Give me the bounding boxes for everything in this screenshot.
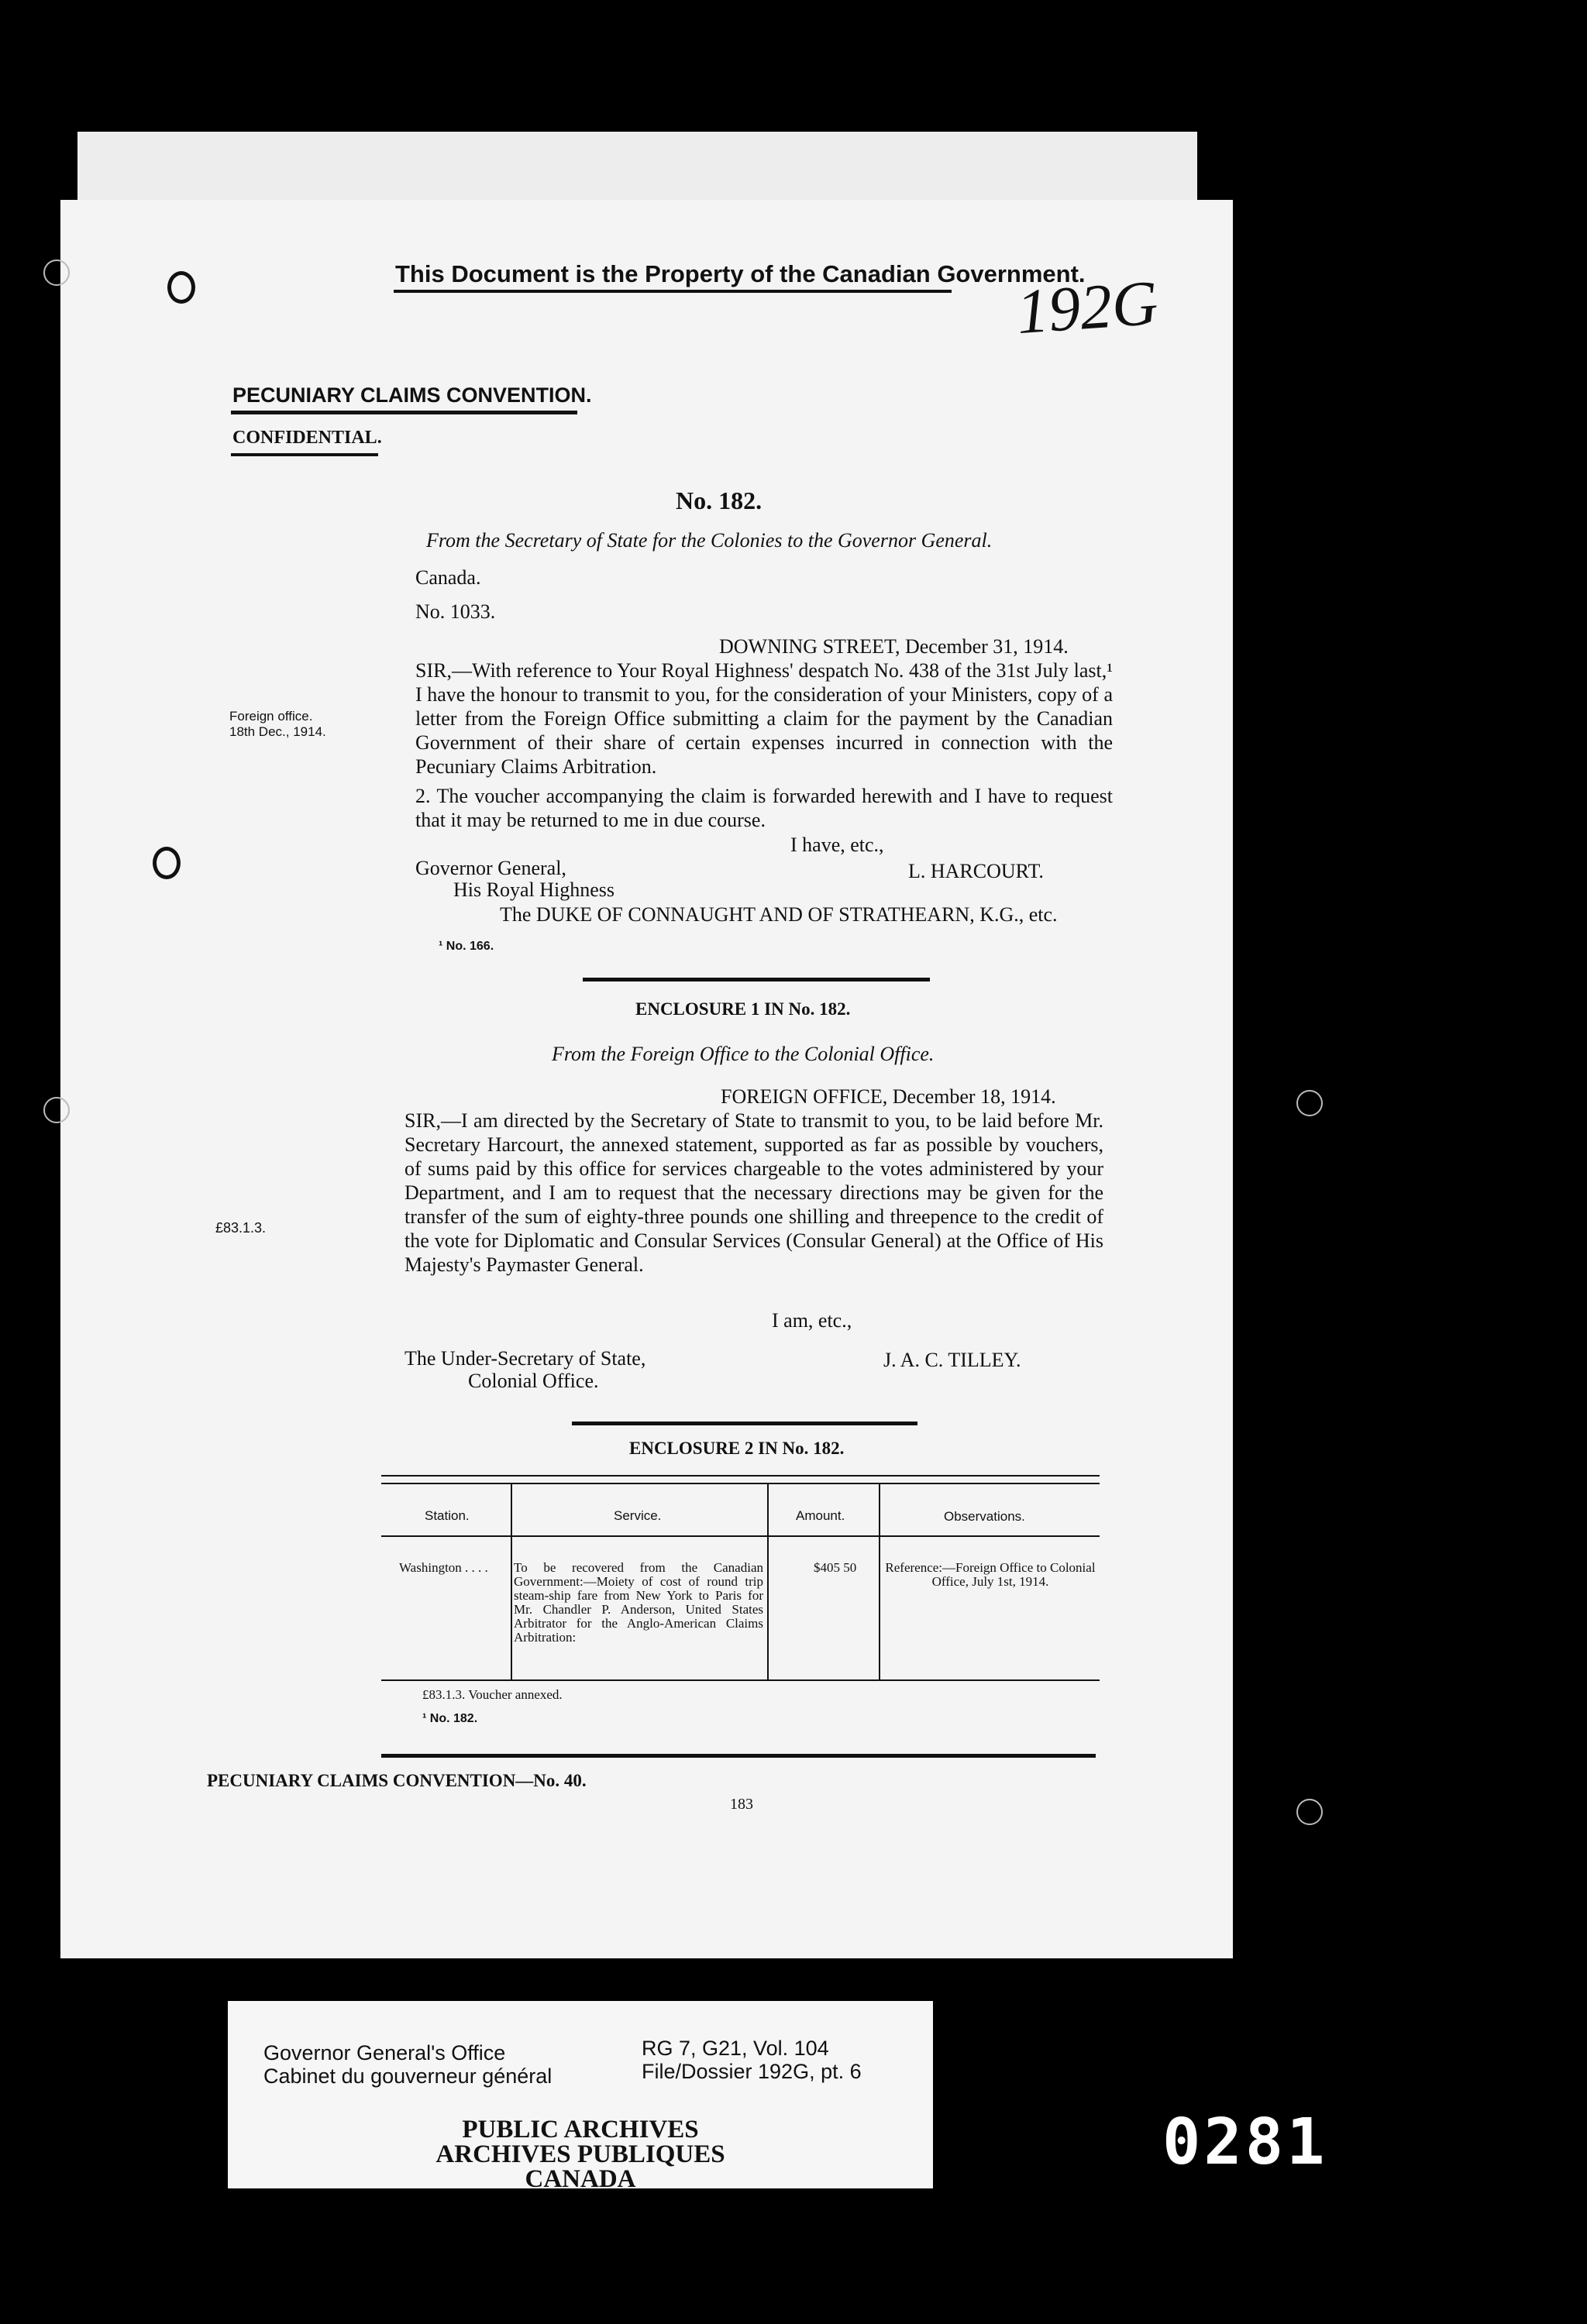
footnote: ¹ No. 166. bbox=[439, 940, 494, 953]
column-header-observations: Observations. bbox=[944, 1509, 1025, 1524]
despatch-reference-number: No. 1033. bbox=[415, 600, 496, 623]
label-office-en: Governor General's Office bbox=[263, 2041, 506, 2064]
enclosure-2-title: ENCLOSURE 2 IN No. 182. bbox=[629, 1439, 845, 1458]
label-office-block bbox=[263, 2041, 552, 2088]
label-reference-block bbox=[642, 2037, 862, 2083]
section-divider bbox=[572, 1422, 917, 1425]
addressee-line: Colonial Office. bbox=[468, 1370, 599, 1392]
column-header-station: Station. bbox=[425, 1508, 470, 1523]
document-page bbox=[60, 200, 1233, 1958]
addressee-line: The Under-Secretary of State, bbox=[404, 1347, 646, 1370]
despatch-paragraph-1: SIR,—With reference to Your Royal Highness' despatch No. 438 of the 31st July last,¹ I have the honour to transmit to you, for the consideration of your Ministers, copy of a letter from the Foreign Office submitting a claim for the payment by the Canadian Government of their share of certain expenses incurred in connection with the Pecuniary Claims Arbitration. bbox=[415, 659, 1113, 778]
microfilm-frame-number: 0281 bbox=[1162, 2106, 1328, 2179]
despatch-number: No. 182. bbox=[676, 486, 763, 514]
margin-note-line: Foreign office. bbox=[229, 709, 313, 724]
punch-hole bbox=[43, 1097, 70, 1123]
column-header-service: Service. bbox=[614, 1508, 662, 1523]
table-note: £83.1.3. Voucher annexed. bbox=[422, 1687, 563, 1702]
section-divider bbox=[583, 978, 930, 982]
label-office-fr: Cabinet du gouverneur général bbox=[263, 2064, 553, 2088]
despatch-closing: I have, etc., bbox=[790, 834, 884, 856]
property-notice: This Document is the Property of the Canadian Government. bbox=[395, 260, 1086, 287]
binder-hole bbox=[167, 271, 195, 304]
label-reference: RG 7, G21, Vol. 104 bbox=[642, 2037, 829, 2060]
punch-hole bbox=[1296, 1799, 1323, 1825]
section-divider bbox=[381, 1754, 1096, 1758]
label-archives-name bbox=[228, 2117, 933, 2192]
table-rule bbox=[381, 1483, 1100, 1484]
table-rule bbox=[381, 1535, 1100, 1537]
footnote: ¹ No. 182. bbox=[422, 1712, 478, 1725]
despatch-paragraph-2: 2. The voucher accompanying the claim is forwarded herewith and I have to request that it may be returned to me in due course. bbox=[415, 785, 1113, 831]
despatch-from-line: From the Secretary of State for the Colonies to the Governor General. bbox=[426, 529, 993, 552]
enclosure-1-paragraph: SIR,—I am directed by the Secretary of State to transmit to you, to be laid before Mr. Secretary Harcourt, the annexed statement, supported as far as possible by vouchers, of sums paid by this office for services chargeable to the votes administered by your Department, and I am to request that the necessary directions may be given for the transfer of the sum of eighty-three pounds one shilling and threepence to the credit of the vote for Diplomatic and Consular Services (Consular General) at the Office of His Majesty's Paymaster General. bbox=[404, 1109, 1103, 1276]
page-number: 183 bbox=[730, 1796, 753, 1813]
addressee-line: The DUKE OF CONNAUGHT AND OF STRATHEARN, K.G., etc. bbox=[500, 903, 1058, 926]
label-public-archives: PUBLIC ARCHIVES bbox=[462, 2116, 699, 2144]
addressee-line: His Royal Highness bbox=[453, 878, 614, 901]
table-column-divider bbox=[879, 1483, 880, 1681]
table-cell-station: Washington . . . . bbox=[399, 1560, 488, 1575]
margin-note-line: 18th Dec., 1914. bbox=[229, 724, 326, 739]
property-notice-underline bbox=[394, 290, 952, 293]
margin-note bbox=[229, 709, 326, 740]
signature: J. A. C. TILLEY. bbox=[883, 1349, 1021, 1371]
column-header-amount: Amount. bbox=[796, 1508, 845, 1523]
table-cell-observations: Reference:—Foreign Office to Colonial Office, July 1st, 1914. bbox=[885, 1560, 1096, 1589]
table-rule bbox=[381, 1475, 1100, 1477]
despatch-dateline: DOWNING STREET, December 31, 1914. bbox=[719, 635, 1069, 658]
table-column-divider bbox=[767, 1483, 769, 1681]
archives-label bbox=[228, 2001, 933, 2193]
classification-underline bbox=[231, 453, 378, 456]
classification: CONFIDENTIAL. bbox=[232, 428, 382, 448]
table-cell-amount: $405 50 bbox=[814, 1560, 857, 1575]
table-column-divider bbox=[511, 1483, 512, 1681]
enclosure-1-dateline: FOREIGN OFFICE, December 18, 1914. bbox=[721, 1085, 1056, 1108]
series-title: PECUNIARY CLAIMS CONVENTION. bbox=[232, 383, 592, 407]
enclosure-1-closing: I am, etc., bbox=[772, 1309, 852, 1332]
signature: L. HARCOURT. bbox=[908, 860, 1044, 882]
running-footer: PECUNIARY CLAIMS CONVENTION—No. 40. bbox=[207, 1771, 587, 1790]
despatch-country: Canada. bbox=[415, 566, 481, 589]
table-cell-service: To be recovered from the Canadian Government:—Moiety of cost of round trip steam-ship fare from New York to Paris for Mr. Chandler P. Anderson, United States Arbitrator for the Anglo-American Claims Arbitration: bbox=[514, 1560, 763, 1645]
margin-note: £83.1.3. bbox=[215, 1220, 267, 1236]
binder-hole bbox=[153, 847, 181, 879]
label-file: File/Dossier 192G, pt. 6 bbox=[642, 2060, 862, 2083]
enclosure-1-title: ENCLOSURE 1 IN No. 182. bbox=[635, 999, 851, 1019]
label-canada: CANADA bbox=[525, 2165, 636, 2193]
label-archives-publiques: ARCHIVES PUBLIQUES bbox=[435, 2140, 725, 2168]
addressee-line: Governor General, bbox=[415, 857, 566, 879]
punch-hole bbox=[43, 260, 70, 286]
handwritten-file-number: 192G bbox=[1014, 266, 1161, 348]
table-rule bbox=[381, 1679, 1100, 1681]
enclosure-1-from-line: From the Foreign Office to the Colonial Office. bbox=[552, 1043, 935, 1065]
series-title-underline bbox=[231, 411, 577, 414]
punch-hole bbox=[1296, 1090, 1323, 1116]
